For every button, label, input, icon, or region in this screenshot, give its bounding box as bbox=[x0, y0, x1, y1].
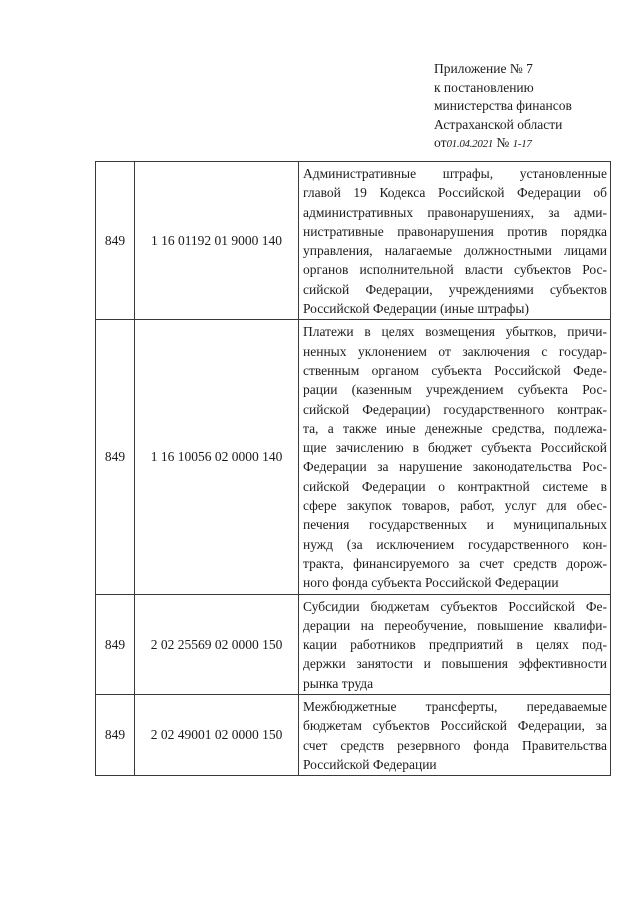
description-line: дерации на переобучение, повышение квалифи- bbox=[303, 617, 607, 633]
date-prefix: от bbox=[434, 135, 447, 150]
description-line: сийской Федерации) государственного контрак- bbox=[303, 401, 607, 417]
description-line: тракта, финансируемого за счет средств дорож- bbox=[303, 555, 607, 571]
description-line: ного фонда субъекта Российской Федерации bbox=[303, 575, 559, 591]
description-cell bbox=[299, 162, 611, 320]
description-line: нужд (за исключением государственного кон- bbox=[303, 536, 607, 552]
description-line: рации (казенным учреждением субъекта Рос- bbox=[303, 382, 607, 398]
description-line: Российской Федерации (иные штрафы) bbox=[303, 301, 529, 317]
handwritten-date: 01.04.2021 bbox=[446, 138, 493, 150]
kbk-code-cell: 1 16 10056 02 0000 140 bbox=[135, 320, 299, 594]
kbk-code-cell: 1 16 01192 01 9000 140 bbox=[135, 162, 299, 320]
description-cell bbox=[299, 695, 611, 776]
description-line: главой 19 Кодекса Российской Федерации об bbox=[303, 185, 607, 201]
description-line: кации работников предприятий в целях под- bbox=[303, 637, 607, 653]
description-line: бюджетам субъектов Российской Федерации, за bbox=[303, 718, 607, 734]
description-line: Административные штрафы, установленные bbox=[303, 166, 607, 181]
description-line: Платежи в целях возмещения убытков, причи- bbox=[303, 324, 607, 340]
description-line: Российской Федерации bbox=[303, 756, 437, 772]
appendix-title: Приложение № 7 bbox=[434, 61, 533, 76]
description-line: Межбюджетные трансферты, передаваемые bbox=[303, 699, 607, 715]
description-line: административных правонарушениях, за адми- bbox=[303, 204, 607, 220]
description-line: управления, налагаемые должностными лицами bbox=[303, 243, 607, 259]
kbk-code-cell: 2 02 25569 02 0000 150 bbox=[135, 594, 299, 694]
admin-code-cell: 849 bbox=[96, 320, 135, 594]
admin-code-cell: 849 bbox=[96, 162, 135, 320]
description-cell bbox=[299, 594, 611, 694]
description-line: органов исполнительной власти субъектов Рос- bbox=[303, 262, 607, 278]
table-row bbox=[96, 695, 611, 776]
appendix-line-resolution: к постановлению bbox=[434, 79, 534, 95]
description-line: сфере закупок товаров, работ, услуг для обес- bbox=[303, 498, 607, 514]
admin-code-cell: 849 bbox=[96, 695, 135, 776]
description-line: печения государственных и муниципальных bbox=[303, 517, 607, 533]
table-row bbox=[96, 320, 611, 594]
description-line: ственным органом субъекта Российской Феде- bbox=[303, 362, 607, 378]
description-line: ненных уклонением от заключения с государ- bbox=[303, 343, 607, 359]
appendix-header bbox=[434, 60, 572, 154]
description-line: нистративные правонарушения против порядка bbox=[303, 223, 607, 239]
appendix-date-line bbox=[434, 134, 572, 154]
description-line: счет средств резервного фонда Правительства bbox=[303, 737, 607, 753]
description-line: держки занятости и повышения эффективности bbox=[303, 656, 607, 672]
appendix-line-ministry: министерства финансов bbox=[434, 98, 572, 113]
handwritten-number: 1-17 bbox=[512, 138, 532, 150]
description-line: сийской Федерации о контрактной системе в bbox=[303, 478, 607, 494]
table-row bbox=[96, 162, 611, 320]
revenue-codes-table bbox=[95, 161, 611, 776]
description-line: Федерации за нарушение законодательства Рос- bbox=[303, 459, 607, 475]
admin-code-cell: 849 bbox=[96, 594, 135, 694]
description-line: Субсидии бюджетам субъектов Российской Фе- bbox=[303, 598, 607, 614]
table-row bbox=[96, 594, 611, 694]
kbk-code-cell: 2 02 49001 02 0000 150 bbox=[135, 695, 299, 776]
number-sign: № bbox=[496, 135, 510, 150]
description-line: та, а также иные денежные средства, подлежа- bbox=[303, 420, 607, 436]
appendix-line-region: Астраханской области bbox=[434, 116, 563, 132]
description-line: сийской Федерации, учреждениями субъектов bbox=[303, 281, 607, 297]
description-line: рынка труда bbox=[303, 675, 374, 691]
description-cell bbox=[299, 320, 611, 594]
description-line: щие зачислению в бюджет субъекта Российской bbox=[303, 440, 607, 456]
